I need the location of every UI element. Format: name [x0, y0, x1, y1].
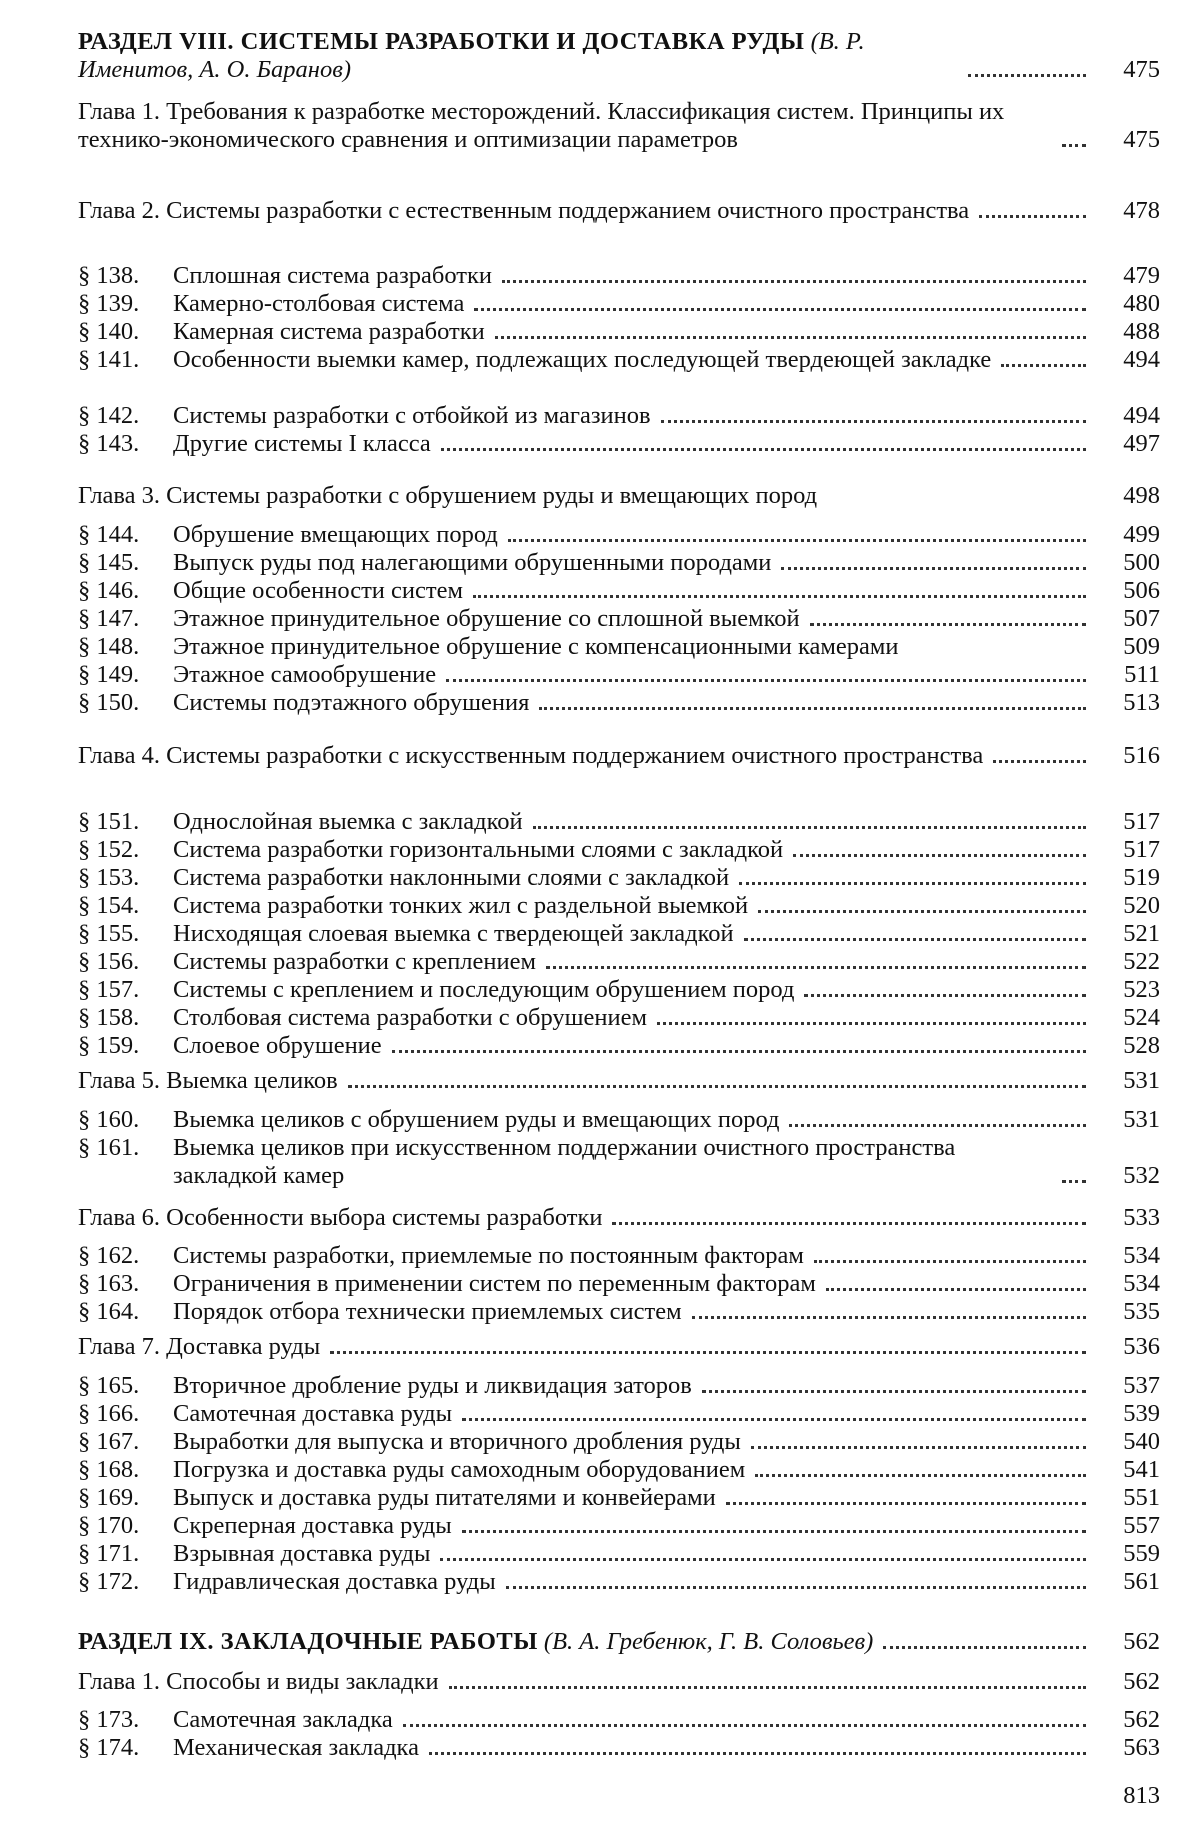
toc-paragraph [78, 836, 1160, 864]
paragraph-number: § 171. [78, 1540, 140, 1567]
page-number: 500 [1123, 549, 1160, 576]
paragraph-title: Камерная система разработки [173, 318, 485, 345]
paragraph-title: Системы с креплением и последующим обрушением пород [173, 976, 795, 1003]
toc-section [78, 28, 1160, 84]
toc-paragraph [78, 1242, 1160, 1270]
paragraph-number: § 173. [78, 1706, 140, 1733]
toc-chapter [78, 482, 1160, 510]
page-number: 519 [1123, 864, 1160, 891]
dot-leader [348, 1085, 1086, 1088]
dot-leader [804, 994, 1086, 997]
toc-chapter [78, 742, 1160, 770]
page-number: 562 [1123, 1706, 1160, 1733]
toc-paragraph [78, 262, 1160, 290]
paragraph-title: Общие особенности систем [173, 577, 463, 604]
toc-chapter [78, 1668, 1160, 1696]
toc-paragraph [78, 521, 1160, 549]
page-number: 536 [1123, 1333, 1160, 1360]
paragraph-title: Выпуск и доставка руды питателями и конвейерами [173, 1484, 716, 1511]
paragraph-number: § 167. [78, 1428, 140, 1455]
toc-paragraph [78, 605, 1160, 633]
dot-leader [1062, 144, 1086, 147]
page-number: 499 [1123, 521, 1160, 548]
page-number: 534 [1123, 1270, 1160, 1297]
dot-leader [744, 938, 1086, 941]
section-authors: (В. Р. Именитов, А. О. Баранов) [78, 28, 865, 83]
dot-leader [661, 420, 1086, 423]
dot-leader [449, 1686, 1086, 1689]
dot-leader [979, 215, 1086, 218]
paragraph-number: § 157. [78, 976, 140, 1003]
chapter-title: Глава 2. Системы разработки с естественным поддержанием очистного пространства [78, 197, 970, 224]
paragraph-title: Этажное самообрушение [173, 661, 437, 688]
paragraph-number: § 162. [78, 1242, 140, 1269]
toc-paragraph [78, 864, 1160, 892]
page-number: 497 [1123, 430, 1160, 457]
toc-paragraph [78, 1270, 1160, 1298]
paragraph-title: Однослойная выемка с закладкой [173, 808, 523, 835]
paragraph-number: § 141. [78, 346, 140, 373]
page-number: 531 [1123, 1067, 1160, 1094]
page-number: 480 [1123, 290, 1160, 317]
dot-leader [446, 679, 1086, 682]
paragraph-number: § 160. [78, 1106, 140, 1133]
toc-chapter [78, 197, 1160, 225]
paragraph-title: Выемка целиков при искусственном поддержании очистного пространства закладкой камер [173, 1134, 956, 1189]
paragraph-number: § 172. [78, 1568, 140, 1595]
page-number: 517 [1123, 808, 1160, 835]
chapter-title: Глава 3. Системы разработки с обрушением руды и вмещающих пород [78, 482, 818, 509]
page-number: 513 [1123, 689, 1160, 716]
toc-paragraph [78, 1298, 1160, 1326]
page-number: 524 [1123, 1004, 1160, 1031]
toc-paragraph [78, 1428, 1160, 1456]
dot-leader [539, 707, 1086, 710]
page-number: 537 [1123, 1372, 1160, 1399]
dot-leader [968, 74, 1086, 77]
page-number: 498 [1123, 482, 1160, 509]
toc-paragraph [78, 577, 1160, 605]
page-number: 517 [1123, 836, 1160, 863]
page-number: 521 [1123, 920, 1160, 947]
paragraph-title: Выпуск руды под налегающими обрушенными породами [173, 549, 772, 576]
page-number: 539 [1123, 1400, 1160, 1427]
page-number: 494 [1123, 346, 1160, 373]
page-number: 540 [1123, 1428, 1160, 1455]
dot-leader [506, 1586, 1086, 1589]
toc-chapter [78, 98, 1160, 154]
dot-leader [657, 1022, 1086, 1025]
dot-leader [473, 595, 1086, 598]
page-number: 534 [1123, 1242, 1160, 1269]
chapter-title: Глава 4. Системы разработки с искусственным поддержанием очистного пространства [78, 742, 984, 769]
page-number: 506 [1123, 577, 1160, 604]
toc-paragraph [78, 1706, 1160, 1734]
paragraph-number: § 154. [78, 892, 140, 919]
paragraph-title: Система разработки наклонными слоями с закладкой [173, 864, 730, 891]
paragraph-number: § 161. [78, 1134, 140, 1161]
dot-leader [726, 1502, 1086, 1505]
toc-paragraph [78, 290, 1160, 318]
toc-chapter [78, 1333, 1160, 1361]
page-number: 488 [1123, 318, 1160, 345]
dot-leader [508, 539, 1086, 542]
paragraph-number: § 138. [78, 262, 140, 289]
toc-paragraph [78, 1004, 1160, 1032]
dot-leader [502, 280, 1086, 283]
dot-leader [1062, 1180, 1086, 1183]
dot-leader [826, 1288, 1086, 1291]
toc-paragraph [78, 346, 1160, 374]
dot-leader [462, 1530, 1086, 1533]
dot-leader [612, 1222, 1086, 1225]
page-number: 507 [1123, 605, 1160, 632]
dot-leader [755, 1474, 1086, 1477]
paragraph-title: Вторичное дробление руды и ликвидация заторов [173, 1372, 692, 1399]
page-number: 509 [1123, 633, 1160, 660]
paragraph-number: § 151. [78, 808, 140, 835]
toc-paragraph [78, 1484, 1160, 1512]
paragraph-title: Системы разработки с отбойкой из магазинов [173, 402, 651, 429]
paragraph-title: Выемка целиков с обрушением руды и вмещающих пород [173, 1106, 780, 1133]
page-number: 479 [1123, 262, 1160, 289]
toc-paragraph [78, 430, 1160, 458]
paragraph-number: § 147. [78, 605, 140, 632]
paragraph-title: Слоевое обрушение [173, 1032, 382, 1059]
dot-leader [793, 854, 1086, 857]
dot-leader [739, 882, 1086, 885]
page-number: 562 [1123, 1668, 1160, 1695]
dot-leader [392, 1050, 1086, 1053]
paragraph-number: § 170. [78, 1512, 140, 1539]
page-number: 475 [1123, 126, 1160, 153]
paragraph-number: § 166. [78, 1400, 140, 1427]
paragraph-title: Механическая закладка [173, 1734, 419, 1761]
toc-paragraph [78, 549, 1160, 577]
dot-leader [403, 1724, 1086, 1727]
page-number: 559 [1123, 1540, 1160, 1567]
chapter-title: Глава 7. Доставка руды [78, 1333, 321, 1360]
dot-leader [441, 448, 1086, 451]
paragraph-title: Порядок отбора технически приемлемых систем [173, 1298, 682, 1325]
toc-paragraph [78, 1372, 1160, 1400]
paragraph-title: Система разработки тонких жил с раздельной выемкой [173, 892, 749, 919]
toc-paragraph [78, 1106, 1160, 1134]
page-number: 494 [1123, 402, 1160, 429]
page-number: 557 [1123, 1512, 1160, 1539]
dot-leader [702, 1390, 1086, 1393]
paragraph-number: § 163. [78, 1270, 140, 1297]
chapter-title: Глава 1. Требования к разработке месторождений. Классификация систем. Принципы их технико-экономического сравнения и оптимизации параметров [78, 98, 1005, 153]
toc-paragraph [78, 892, 1160, 920]
section-title: РАЗДЕЛ VIII. СИСТЕМЫ РАЗРАБОТКИ И ДОСТАВКА РУДЫ [78, 28, 805, 55]
page-number: 535 [1123, 1298, 1160, 1325]
toc-paragraph [78, 1134, 1160, 1190]
dot-leader [474, 308, 1086, 311]
paragraph-title: Самотечная доставка руды [173, 1400, 453, 1427]
toc-paragraph [78, 318, 1160, 346]
paragraph-number: § 139. [78, 290, 140, 317]
paragraph-number: § 143. [78, 430, 140, 457]
toc-paragraph [78, 1734, 1160, 1762]
toc-paragraph [78, 920, 1160, 948]
dot-leader [814, 1260, 1086, 1263]
paragraph-number: § 169. [78, 1484, 140, 1511]
dot-leader [462, 1418, 1086, 1421]
page-number: 531 [1123, 1106, 1160, 1133]
toc-paragraph [78, 1456, 1160, 1484]
paragraph-title: Сплошная система разработки [173, 262, 492, 289]
section-title: РАЗДЕЛ IX. ЗАКЛАДОЧНЫЕ РАБОТЫ [78, 1628, 538, 1655]
chapter-title: Глава 6. Особенности выбора системы разработки [78, 1204, 603, 1231]
paragraph-title: Системы разработки с креплением [173, 948, 537, 975]
page-number: 478 [1123, 197, 1160, 224]
paragraph-title: Погрузка и доставка руды самоходным оборудованием [173, 1456, 746, 1483]
toc-paragraph [78, 1032, 1160, 1060]
toc-paragraph [78, 633, 1160, 661]
toc-paragraph [78, 689, 1160, 717]
paragraph-number: § 145. [78, 549, 140, 576]
paragraph-number: § 148. [78, 633, 140, 660]
paragraph-number: § 156. [78, 948, 140, 975]
dot-leader [810, 623, 1086, 626]
dot-leader [883, 1646, 1086, 1649]
dot-leader [429, 1752, 1086, 1755]
dot-leader [546, 966, 1086, 969]
page-number: 522 [1123, 948, 1160, 975]
toc-section [78, 1628, 1160, 1656]
paragraph-title: Гидравлическая доставка руды [173, 1568, 496, 1595]
toc-paragraph [78, 1540, 1160, 1568]
paragraph-title: Другие системы I класса [173, 430, 431, 457]
dot-leader [495, 336, 1086, 339]
toc-chapter [78, 1204, 1160, 1232]
page-number: 561 [1123, 1568, 1160, 1595]
dot-leader [758, 910, 1086, 913]
paragraph-number: § 168. [78, 1456, 140, 1483]
paragraph-number: § 159. [78, 1032, 140, 1059]
chapter-title: Глава 5. Выемка целиков [78, 1067, 338, 1094]
page-number: 533 [1123, 1204, 1160, 1231]
dot-leader [781, 567, 1086, 570]
dot-leader [993, 760, 1086, 763]
paragraph-number: § 155. [78, 920, 140, 947]
dot-leader [789, 1124, 1086, 1127]
page-number: 516 [1123, 742, 1160, 769]
toc-paragraph [78, 976, 1160, 1004]
toc-paragraph [78, 808, 1160, 836]
paragraph-title: Столбовая система разработки с обрушением [173, 1004, 647, 1031]
paragraph-title: Обрушение вмещающих пород [173, 521, 498, 548]
toc-paragraph [78, 1400, 1160, 1428]
toc-paragraph [78, 402, 1160, 430]
paragraph-number: § 150. [78, 689, 140, 716]
dot-leader [1001, 364, 1086, 367]
section-authors: (В. А. Гребенюк, Г. В. Соловьев) [543, 1628, 874, 1655]
paragraph-title: Системы разработки, приемлемые по постоянным факторам [173, 1242, 804, 1269]
paragraph-title: Ограничения в применении систем по переменным факторам [173, 1270, 816, 1297]
paragraph-title: Нисходящая слоевая выемка с твердеющей закладкой [173, 920, 734, 947]
dot-leader [692, 1316, 1086, 1319]
paragraph-title: Особенности выемки камер, подлежащих последующей твердеющей закладке [173, 346, 992, 373]
paragraph-title: Выработки для выпуска и вторичного дробления руды [173, 1428, 741, 1455]
page-number: 563 [1123, 1734, 1160, 1761]
paragraph-number: § 142. [78, 402, 140, 429]
page-number: 562 [1123, 1628, 1160, 1655]
paragraph-number: § 153. [78, 864, 140, 891]
paragraph-number: § 164. [78, 1298, 140, 1325]
toc-paragraph [78, 948, 1160, 976]
toc-paragraph [78, 1568, 1160, 1596]
page-number: 520 [1123, 892, 1160, 919]
paragraph-number: § 152. [78, 836, 140, 863]
toc-chapter [78, 1067, 1160, 1095]
page-number: 523 [1123, 976, 1160, 1003]
dot-leader [440, 1558, 1086, 1561]
page-number: 551 [1123, 1484, 1160, 1511]
paragraph-number: § 146. [78, 577, 140, 604]
page-number: 541 [1123, 1456, 1160, 1483]
page-number: 532 [1123, 1162, 1160, 1189]
paragraph-number: § 174. [78, 1734, 140, 1761]
paragraph-number: § 165. [78, 1372, 140, 1399]
paragraph-title: Самотечная закладка [173, 1706, 393, 1733]
page-number: 475 [1123, 56, 1160, 83]
paragraph-title: Этажное принудительное обрушение с компенсационными камерами [173, 633, 899, 660]
paragraph-number: § 140. [78, 318, 140, 345]
sheet-page-number: 813 [1123, 1782, 1160, 1809]
paragraph-title: Система разработки горизонтальными слоями с закладкой [173, 836, 784, 863]
dot-leader [533, 826, 1086, 829]
paragraph-number: § 158. [78, 1004, 140, 1031]
paragraph-number: § 149. [78, 661, 140, 688]
page-number: 511 [1124, 661, 1160, 688]
paragraph-title: Скреперная доставка руды [173, 1512, 452, 1539]
chapter-title: Глава 1. Способы и виды закладки [78, 1668, 439, 1695]
paragraph-title: Взрывная доставка руды [173, 1540, 431, 1567]
paragraph-title: Камерно-столбовая система [173, 290, 465, 317]
page-number: 528 [1123, 1032, 1160, 1059]
paragraph-title: Системы подэтажного обрушения [173, 689, 530, 716]
dot-leader [751, 1446, 1086, 1449]
toc-paragraph [78, 661, 1160, 689]
toc-paragraph [78, 1512, 1160, 1540]
paragraph-number: § 144. [78, 521, 140, 548]
paragraph-title: Этажное принудительное обрушение со сплошной выемкой [173, 605, 800, 632]
dot-leader [330, 1351, 1086, 1354]
